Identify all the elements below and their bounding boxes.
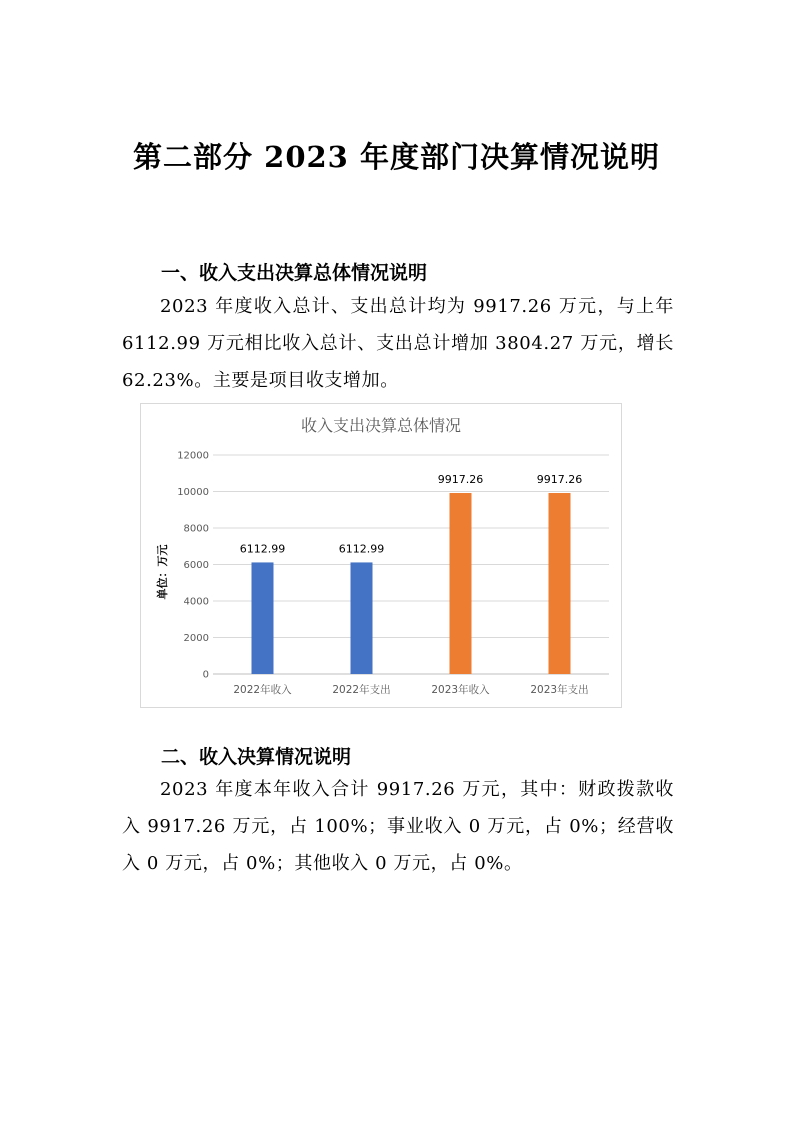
bar (450, 493, 472, 674)
bar (351, 562, 373, 674)
section1-heading: 一、收入支出决算总体情况说明 (161, 262, 428, 284)
chart-title: 收入支出决算总体情况 (300, 416, 462, 435)
x-tick-label: 2023年支出 (530, 684, 589, 696)
y-tick-label: 10000 (177, 487, 209, 498)
bar (549, 493, 571, 674)
data-label: 6112.99 (239, 542, 286, 556)
bar-chart (140, 403, 622, 708)
y-tick-label: 12000 (177, 450, 209, 462)
y-axis-label: 单位：万元 (156, 544, 169, 600)
bar (252, 562, 274, 674)
y-tick-label: 4000 (183, 596, 209, 608)
y-tick-label: 0 (202, 669, 209, 681)
data-label: 9917.26 (437, 473, 484, 487)
page-title: 第二部分 2023 年度部门决算情况说明 (133, 140, 660, 174)
y-tick-label: 8000 (183, 523, 209, 535)
x-tick-label: 2022年支出 (332, 684, 391, 696)
x-tick-label: 2023年收入 (431, 684, 490, 696)
section2-heading: 二、收入决算情况说明 (161, 746, 352, 768)
y-tick-label: 6000 (183, 560, 209, 571)
y-tick-label: 2000 (183, 633, 209, 644)
x-tick-label: 2022年收入 (233, 684, 292, 696)
data-label: 6112.99 (338, 542, 385, 556)
data-label: 9917.26 (536, 473, 583, 487)
section1-paragraph: 2023 年度收入总计、支出总计均为 9917.26 万元，与上年 6112.99 万元相比收入总计、支出总计增加 3804.27 万元，增长 62.23%。主要是项目收支增加。 (122, 296, 674, 391)
section2-paragraph: 2023 年度本年收入合计 9917.26 万元，其中：财政拨款收入 9917.26 万元，占 100%；事业收入 0 万元，占 0%；经营收入 0 万元，占 0%；其他收入 0 万元，占 0%。 (122, 779, 674, 874)
chart-canvas (141, 404, 621, 707)
